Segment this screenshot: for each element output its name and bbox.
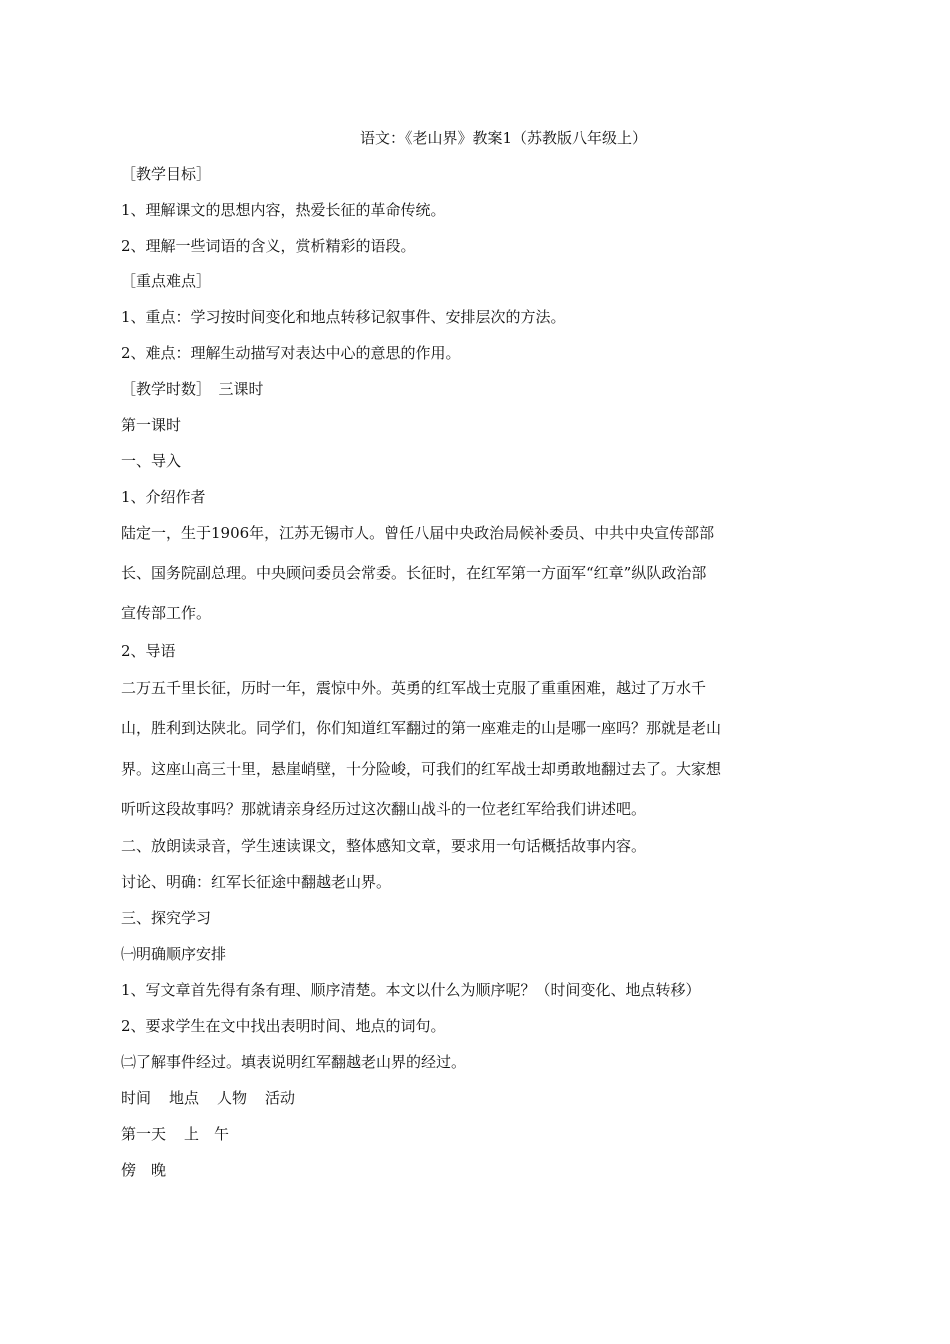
- paragraph: 山，胜利到达陕北。同学们，你们知道红军翻过的第一座难走的山是哪一座吗？那就是老山: [121, 719, 722, 737]
- table-header-cell: 时间: [121, 1089, 152, 1107]
- table-header-row: [121, 1088, 295, 1108]
- paragraph: 界。这座山高三十里，悬崖峭壁，十分险峻，可我们的红军战士却勇敢地翻过去了。大家想: [121, 760, 722, 778]
- paragraph: 第一课时: [121, 416, 182, 434]
- table-cell: 上 午: [184, 1125, 230, 1143]
- paragraph: 1、理解课文的思想内容，热爱长征的革命传统。: [121, 201, 446, 219]
- paragraph: 1、写文章首先得有条有理、顺序清楚。本文以什么为顺序呢？（时间变化、地点转移）: [121, 981, 701, 999]
- table-cell: 第一天: [121, 1125, 167, 1143]
- paragraph: 二万五千里长征，历时一年，震惊中外。英勇的红军战士克服了重重困难，越过了万水千: [121, 679, 707, 697]
- paragraph: 2、难点：理解生动描写对表达中心的意思的作用。: [121, 344, 461, 362]
- page-title: 语文：《老山界》教案1（苏教版八年级上）: [360, 129, 648, 147]
- section-heading: ［重点难点］: [121, 272, 212, 290]
- paragraph: 2、导语: [121, 642, 176, 660]
- paragraph: 听听这段故事吗？那就请亲身经历过这次翻山战斗的一位老红军给我们讲述吧。: [121, 800, 647, 818]
- section-heading: ［教学时数］ 三课时: [121, 380, 264, 398]
- paragraph: 二、放朗读录音，学生速读课文，整体感知文章，要求用一句话概括故事内容。: [121, 837, 647, 855]
- paragraph: 讨论、明确：红军长征途中翻越老山界。: [121, 873, 392, 891]
- table-header-cell: 人物: [217, 1089, 248, 1107]
- paragraph: 2、要求学生在文中找出表明时间、地点的词句。: [121, 1017, 446, 1035]
- table-cell: 傍 晚: [121, 1161, 167, 1179]
- paragraph: 2、理解一些词语的含义，赏析精彩的语段。: [121, 237, 416, 255]
- table-header-cell: 地点: [169, 1089, 200, 1107]
- paragraph: 一、导入: [121, 452, 182, 470]
- paragraph: 1、介绍作者: [121, 488, 206, 506]
- paragraph: 长、国务院副总理。中央顾问委员会常委。长征时，在红军第一方面军“红章”纵队政治部: [121, 564, 707, 582]
- paragraph: 宣传部工作。: [121, 604, 212, 622]
- paragraph: 1、重点：学习按时间变化和地点转移记叙事件、安排层次的方法。: [121, 308, 566, 326]
- table-header-cell: 活动: [265, 1089, 296, 1107]
- paragraph: ㈡了解事件经过。填表说明红军翻越老山界的经过。: [121, 1053, 467, 1071]
- table-row: [121, 1160, 166, 1180]
- paragraph: ㈠明确顺序安排: [121, 945, 227, 963]
- section-heading: ［教学目标］: [121, 165, 212, 183]
- paragraph: 三、探究学习: [121, 909, 212, 927]
- table-row: [121, 1124, 229, 1144]
- paragraph: 陆定一，生于1906年，江苏无锡市人。曾任八届中央政治局候补委员、中共中央宣传部部: [121, 524, 715, 542]
